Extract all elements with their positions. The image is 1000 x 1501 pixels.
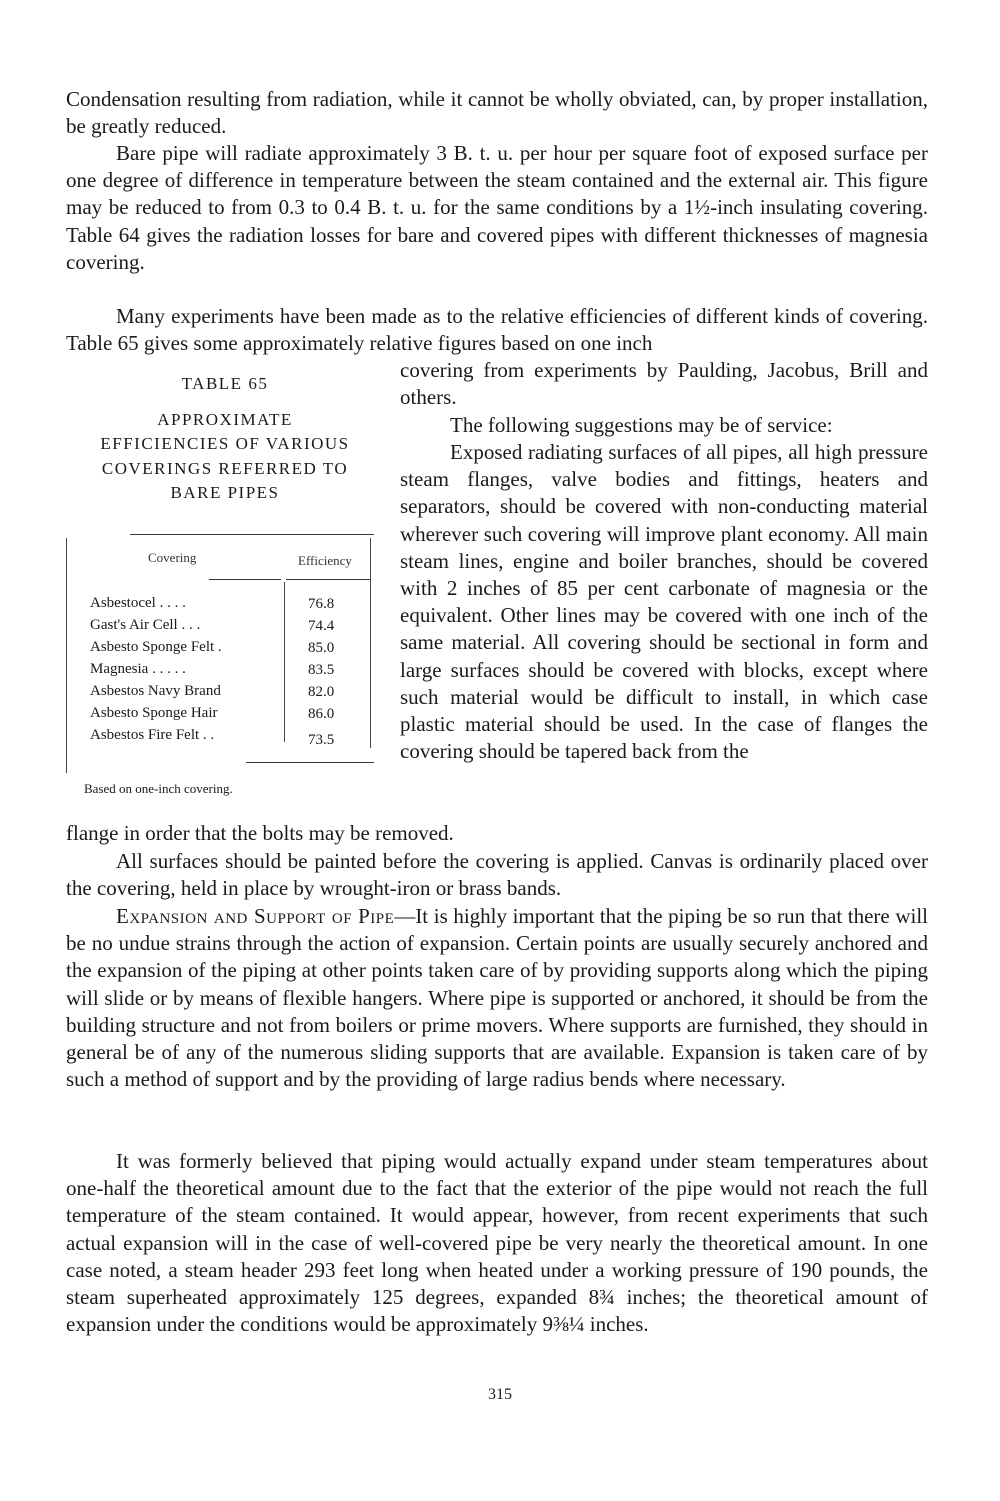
table-title-line: EFFICIENCIES OF VARIOUS [100, 434, 350, 453]
table-row-covering: Asbestos Fire Felt . . [90, 727, 215, 743]
paragraph-covering-suggestions: Exposed radiating surfaces of all pipes, all high pressure steam flanges, valve bodies and fittings, heaters and separators, should be covered with non-conducting material wherever such covering will improve plant economy. All main steam lines, engine and boiler branches, should be covered with 2 inches of 85 per cent carbonate of magnesia or the equivalent. Other lines may be covered with one inch of the same material. All covering should be sectional in form and large surfaces should be covered with blocks, except where such material would be difficult to install, in which case plastic material should be used. In the case of flanges the covering should be tapered back from the [400, 440, 928, 764]
table-row-efficiency: 74.4 [308, 618, 335, 634]
table-title-line: COVERINGS REFERRED TO [101, 458, 349, 478]
efficiency-table [66, 528, 374, 773]
paragraph-painting: All surfaces should be painted before the covering is applied. Canvas is ordinarily placed over the covering, held in place by wrought-iron or brass bands. [66, 849, 928, 901]
paragraph-experiments: Many experiments have been made as to the relative efficiencies of different kinds of covering. Table 65 gives some approximately relative figures based on one inch [66, 304, 928, 356]
table-column-rule [284, 582, 285, 742]
table-row-efficiency: 73.5 [308, 732, 335, 748]
table-row-efficiency: 86.0 [308, 706, 335, 722]
table-row-covering: Asbesto Sponge Felt . [90, 639, 222, 655]
paragraph-covering-suggestions-continued: flange in order that the bolts may be removed. [66, 821, 454, 845]
table-row-covering: Magnesia . . . . . [90, 661, 186, 677]
table-header-rule [209, 579, 281, 580]
paragraph-bare-pipe-radiation: Bare pipe will radiate approximately 3 B. t. u. per hour per square foot of exposed surface per one degree of difference in temperature between the steam contained and the external air. This figure may be reduced to from 0.3 to 0.4 B. t. u. for the same conditions by a 1½-inch insulating covering. Table 64 gives the radiation losses for bare and covered pipes with different thicknesses of magnesia covering. [66, 141, 928, 274]
table-title-block [60, 372, 390, 506]
table-number: TABLE 65 [181, 374, 269, 393]
table-row-efficiency: 76.8 [308, 596, 335, 612]
table-row-covering: Asbestocel . . . . [90, 595, 186, 611]
expansion-support-text: —It is highly important that the piping be so run that there will be no undue strains through the action of expansion. Certain points are usually securely anchored and the expansion of the piping at other points taken care of by providing supports along which the piping will slide or by means of flexible hangers. Where pipe is supported or anchored, it should be from the building structure and not from boilers or prime movers. Where supports are furnished, they should in general be of any of the numerous sliding supports that are available. Expansion is taken care of by such a method of support and by the providing of large radius bends where necessary. [66, 904, 928, 1092]
table-bottom-rule [246, 762, 374, 763]
table-header-rule [286, 579, 370, 580]
table-row-efficiency: 83.5 [308, 662, 335, 678]
table-row-covering: Asbestos Navy Brand [90, 683, 221, 699]
table-title-line: BARE PIPES [170, 483, 280, 502]
paragraph-expansion-experiments: It was formerly believed that piping would actually expand under steam temperatures about one-half the theoretical amount due to the fact that the exterior of the pipe would not reach the full temperature of the steam contained. It would appear, however, from recent experiments that such actual expansion will in the case of well-covered pipe be very nearly the theoretical amount. In one case noted, a steam header 293 feet long when heated under a working pressure of 190 pounds, the steam superheated approximately 125 degrees, expanded 8¾ inches; the theoretical amount of expansion under the conditions would be approximately 9⅜¼ inches. [66, 1149, 928, 1337]
table-row-covering: Gast's Air Cell . . . [90, 617, 201, 633]
table-left-rule [66, 538, 67, 773]
table-top-rule [130, 534, 374, 535]
table-header-efficiency: Efficiency [298, 553, 352, 568]
paragraph-experiments-continued: covering from experiments by Paulding, Jacobus, Brill and others. [400, 358, 928, 410]
table-row-covering: Asbesto Sponge Hair [90, 705, 218, 721]
table-row-efficiency: 85.0 [308, 640, 335, 656]
table-note: Based on one-inch covering. [84, 781, 233, 796]
paragraph-expansion-support [66, 903, 928, 1093]
table-header-covering: Covering [148, 550, 197, 565]
table-right-rule [370, 538, 371, 748]
table-row-efficiency: 82.0 [308, 684, 335, 700]
paragraph-condensation: Condensation resulting from radiation, while it cannot be wholly obviated, can, by proper installation, be greatly reduced. [66, 87, 928, 139]
paragraph-suggestions-intro: The following suggestions may be of service: [450, 413, 833, 437]
section-heading-expansion: Expansion and Support of Pipe [116, 904, 395, 928]
page-number: 315 [488, 1386, 512, 1403]
table-title-line: APPROXIMATE [157, 409, 293, 429]
